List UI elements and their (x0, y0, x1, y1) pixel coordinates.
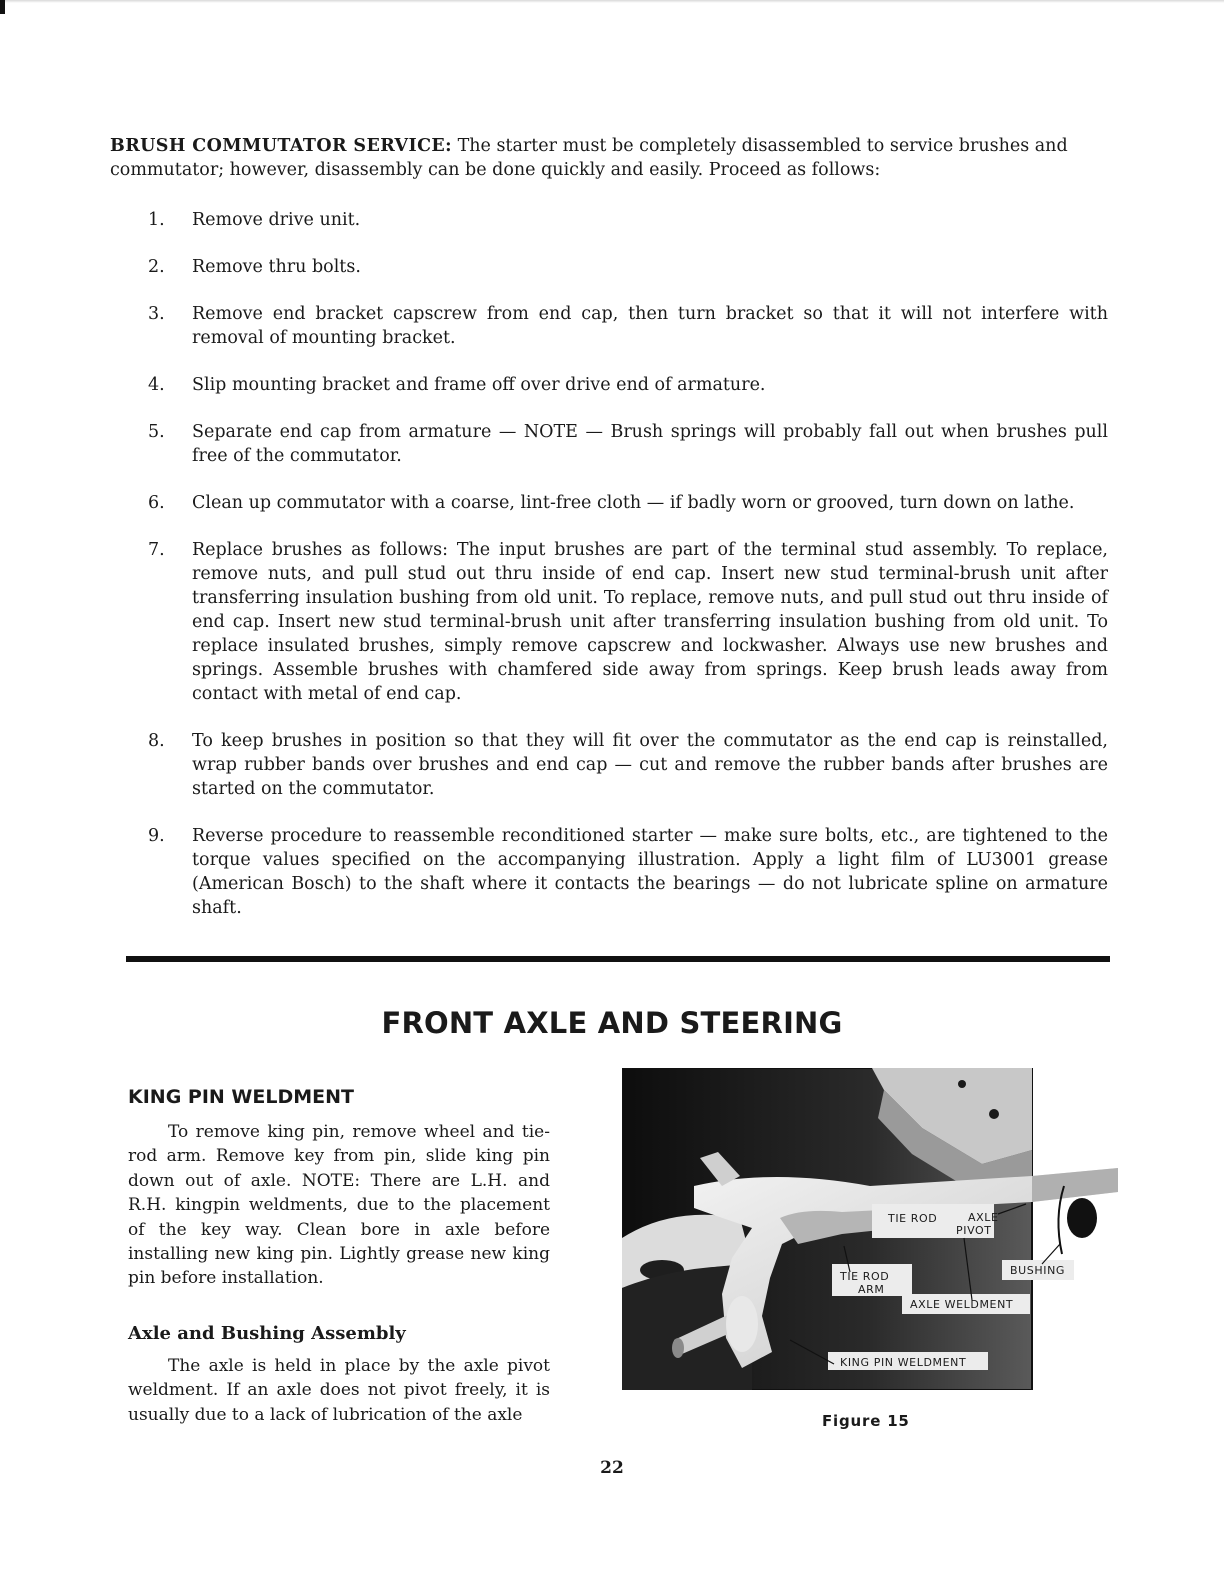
section-divider (126, 956, 1110, 962)
step-number: 4. (148, 375, 165, 395)
step-number: 7. (148, 540, 165, 560)
step-item (148, 302, 1108, 350)
step-item (148, 373, 1108, 397)
step-number: 3. (148, 304, 165, 324)
scan-edge (0, 0, 1224, 3)
step-text: Replace brushes as follows: The input brushes are part of the terminal stud assembly. To replace, remove nuts, and pull stud out thru inside of end cap. Insert new stud terminal-brush unit after transferring insulation bushing from old unit. To replace, remove nuts, and pull stud out thru inside of end cap. Insert new stud terminal-brush unit after transferring insulation bushing from old unit. To replace insulated brushes, simply remove capscrew and lockwasher. Always use new brushes and springs. Assemble brushes with chamfered side away from springs. Keep brush leads away from contact with metal of end cap. (192, 540, 1108, 704)
step-text: Reverse procedure to reassemble reconditioned starter — make sure bolts, etc., are tightened to the torque values specified on the accompanying illustration. Apply a light film of LU3001 grease (American Bosch) to the shaft where it contacts the bearings — do not lubricate spline on armature shaft. (192, 826, 1108, 918)
step-item (148, 491, 1108, 515)
brush-lead: BRUSH COMMUTATOR SERVICE: (110, 136, 453, 156)
step-text: Remove thru bolts. (192, 257, 361, 277)
axle-photo-illustration (622, 1068, 1118, 1390)
bushing-dark (1067, 1198, 1097, 1238)
step-text: To keep brushes in position so that they will fit over the commutator as the end cap is reinstalled, wrap rubber bands over brushes and end cap — cut and remove the rubber bands after brushes are started on the commutator. (192, 731, 1108, 799)
step-item (148, 420, 1108, 468)
figure-caption: Figure 15 (822, 1412, 910, 1430)
king-pin-text: To remove king pin, remove wheel and tie-rod arm. Remove key from pin, slide king pin down out of axle. NOTE: There are L.H. and R.H. kingpin weldments, due to the placement of the key way. Clean bore in axle before installing new king pin. Lightly grease new king pin before installation. (128, 1122, 550, 1289)
king-pin-heading: KING PIN WELDMENT (128, 1086, 354, 1108)
label-arm: ARM (858, 1283, 885, 1296)
page-number: 22 (600, 1458, 624, 1478)
step-text: Remove drive unit. (192, 210, 361, 230)
label-axle: AXLE (968, 1211, 999, 1224)
bolt-head (958, 1080, 966, 1088)
step-item (148, 824, 1108, 920)
label-tie-rod-arm: TIE ROD (840, 1270, 890, 1283)
figure-15-photo (622, 1068, 1118, 1390)
step-number: 5. (148, 422, 165, 442)
label-king-pin-weldment: KING PIN WELDMENT (840, 1356, 967, 1369)
axle-bushing-heading: Axle and Bushing Assembly (128, 1322, 406, 1344)
axle-tube (1032, 1168, 1118, 1202)
label-pivot: PIVOT (956, 1224, 992, 1237)
brush-intro-text: The starter must be completely disassembled to service brushes and commutator; however, disassembly can be done quickly and easily. Proceed as follows: (110, 136, 1068, 180)
label-axle-weldment: AXLE WELDMENT (910, 1298, 1014, 1311)
step-item (148, 255, 1108, 279)
section-title: FRONT AXLE AND STEERING (381, 1006, 843, 1040)
king-pin-boss (726, 1296, 758, 1352)
step-item (148, 208, 1108, 232)
step-text: Clean up commutator with a coarse, lint-free cloth — if badly worn or grooved, turn down on lathe. (192, 493, 1075, 513)
scan-mark (0, 0, 5, 14)
label-tie-rod: TIE ROD (888, 1212, 938, 1225)
step-number: 9. (148, 826, 165, 846)
brush-intro (110, 134, 1100, 182)
king-pin-end (672, 1338, 684, 1358)
step-item (148, 729, 1108, 801)
axle-bushing-text: The axle is held in place by the axle pivot weldment. If an axle does not pivot freely, it is usually due to a lack of lubrication of the axle (128, 1355, 550, 1425)
bolt-head (989, 1109, 999, 1119)
step-text: Remove end bracket capscrew from end cap, then turn bracket so that it will not interfere with removal of mounting bracket. (192, 304, 1108, 348)
brush-steps (148, 208, 1108, 943)
step-text: Slip mounting bracket and frame off over drive end of armature. (192, 375, 766, 395)
step-number: 2. (148, 257, 165, 277)
step-text: Separate end cap from armature — NOTE — Brush springs will probably fall out when brushes pull free of the commutator. (192, 422, 1108, 466)
label-bushing: BUSHING (1010, 1264, 1066, 1277)
left-column (128, 1086, 550, 1427)
step-number: 8. (148, 731, 165, 751)
step-number: 1. (148, 210, 165, 230)
step-number: 6. (148, 493, 165, 513)
step-item (148, 538, 1108, 706)
